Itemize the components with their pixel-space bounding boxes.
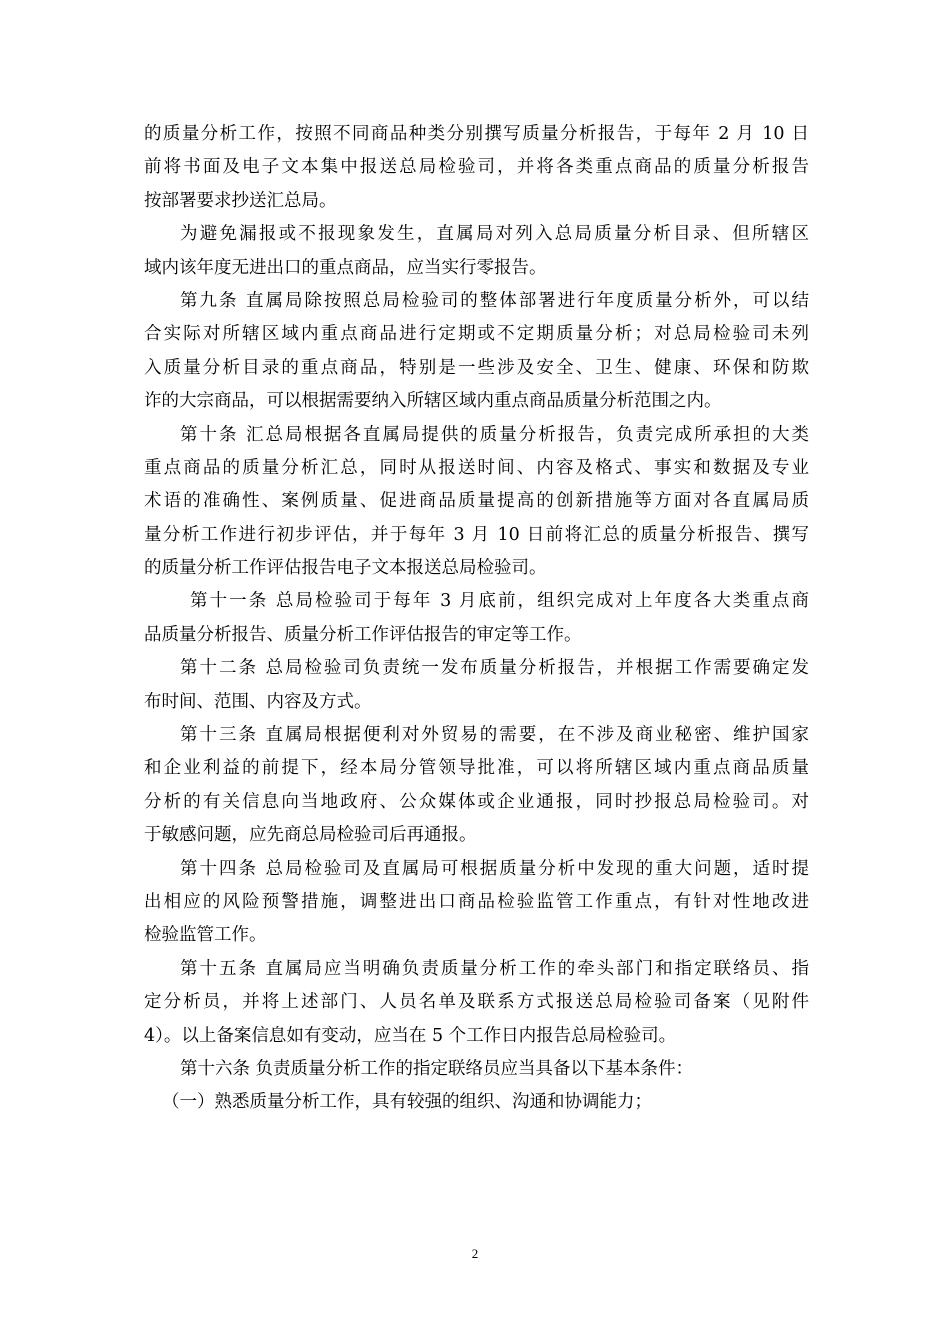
text-line: 定分析员，并将上述部门、人员名单及联系方式报送总局检验司备案（见附件 — [144, 992, 809, 1013]
text-line: 第十一条 总局检验司于每年 3 月底前，组织完成对上年度各大类重点商 — [190, 591, 809, 612]
text-line: 分析的有关信息向当地政府、公众媒体或企业通报，同时抄报总局检验司。对 — [144, 791, 809, 812]
page-number: 2 — [471, 1246, 479, 1261]
text-line: 按部署要求抄送汇总局。 — [144, 190, 337, 211]
text-line: 量分析工作进行初步评估，并于每年 3 月 10 日前将汇总的质量分析报告、撰写 — [144, 524, 809, 545]
text-line: 第十三条 直属局根据便利对外贸易的需要，在不涉及商业秘密、维护国家 — [180, 725, 809, 746]
text-line: 合实际对所辖区域内重点商品进行定期或不定期质量分析；对总局检验司未列 — [144, 324, 809, 345]
paragraph-lines — [144, 118, 809, 1120]
text-line: 术语的准确性、案例质量、促进商品质量提高的创新措施等方面对各直属局质 — [144, 491, 809, 512]
text-line: 4）。以上备案信息如有变动，应当在 5 个工作日内报告总局检验司。 — [144, 1025, 677, 1046]
document-body — [144, 118, 809, 1120]
text-line: 第十二条 总局检验司负责统一发布质量分析报告，并根据工作需要确定发 — [180, 658, 809, 679]
text-line: 域内该年度无进出口的重点商品，应当实行零报告。 — [144, 257, 547, 278]
text-line: 和企业利益的前提下，经本局分管领导批准，可以将所辖区域内重点商品质量 — [144, 758, 809, 779]
text-line: 入质量分析目录的重点商品，特别是一些涉及安全、卫生、健康、环保和防欺 — [144, 357, 809, 378]
text-line: 布时间、范围、内容及方式。 — [144, 691, 372, 712]
text-line: 的质量分析工作评估报告电子文本报送总局检验司。 — [144, 558, 547, 579]
text-line: 第十五条 直属局应当明确负责质量分析工作的牵头部门和指定联络员、指 — [180, 958, 809, 979]
text-line: 品质量分析报告、质量分析工作评估报告的审定等工作。 — [144, 624, 582, 645]
text-line: 诈的大宗商品，可以根据需要纳入所辖区域内重点商品质量分析范围之内。 — [144, 391, 722, 412]
text-line: 第十四条 总局检验司及直属局可根据质量分析中发现的重大问题，适时提 — [180, 858, 809, 879]
text-line: 检验监管工作。 — [144, 925, 267, 946]
text-line: 重点商品的质量分析汇总，同时从报送时间、内容及格式、事实和数据及专业 — [144, 457, 809, 478]
text-line: （一）熟悉质量分析工作，具有较强的组织、沟通和协调能力； — [162, 1092, 652, 1113]
text-line: 第九条 直属局除按照总局检验司的整体部署进行年度质量分析外，可以结 — [180, 290, 809, 311]
text-line: 出相应的风险预警措施，调整进出口商品检验监管工作重点，有针对性地改进 — [144, 891, 809, 912]
text-line: 的质量分析工作，按照不同商品种类分别撰写质量分析报告，于每年 2 月 10 日 — [144, 124, 809, 144]
text-line: 前将书面及电子文本集中报送总局检验司，并将各类重点商品的质量分析报告 — [144, 157, 809, 178]
text-line: 第十六条 负责质量分析工作的指定联络员应当具备以下基本条件： — [180, 1058, 694, 1079]
text-line: 为避免漏报或不报现象发生，直属局对列入总局质量分析目录、但所辖区 — [180, 224, 809, 245]
text-line: 第十条 汇总局根据各直属局提供的质量分析报告，负责完成所承担的大类 — [180, 424, 809, 445]
text-line: 于敏感问题，应先商总局检验司后再通报。 — [144, 825, 477, 846]
